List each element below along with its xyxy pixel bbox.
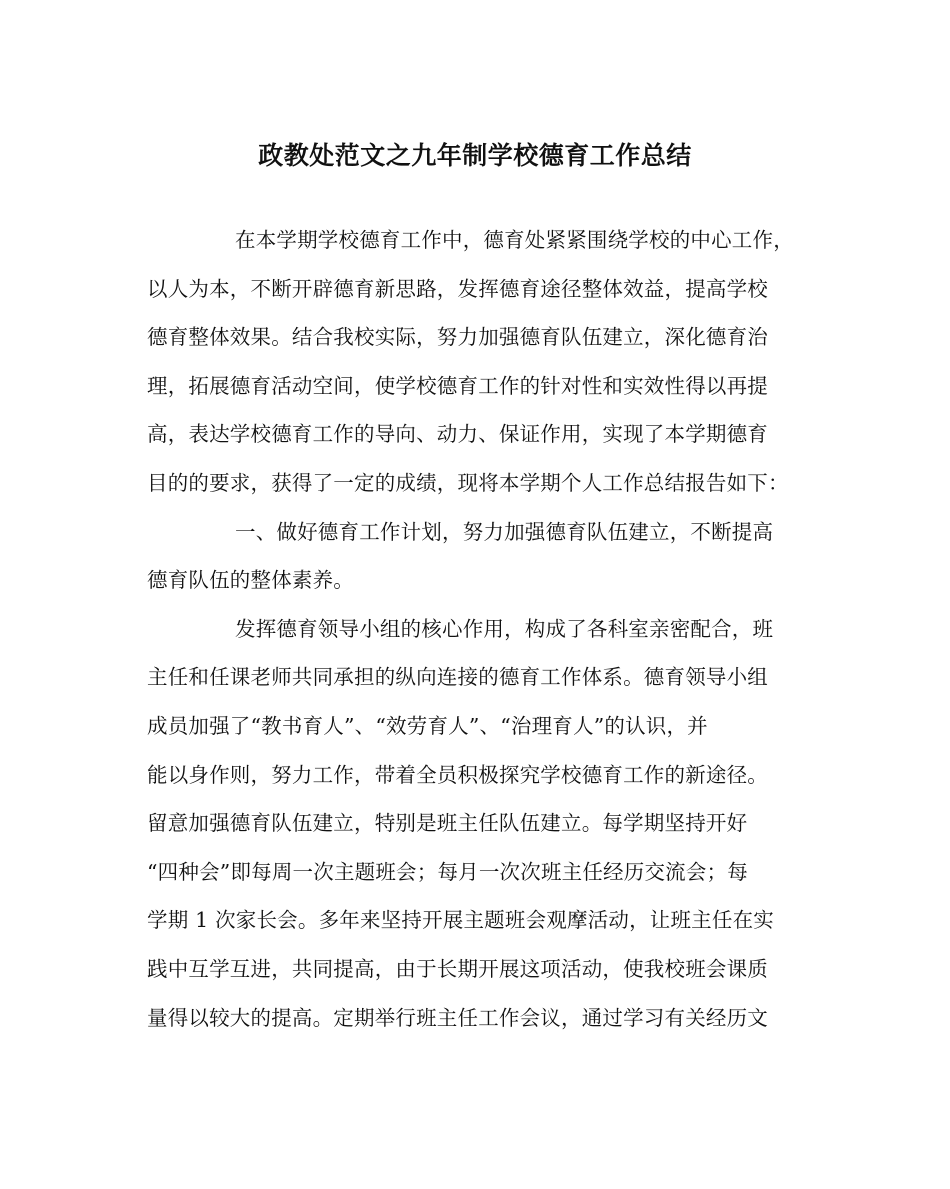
text-line: 德育整体效果。结合我校实际，努力加强德育队伍建立，深化德育治: [147, 325, 768, 350]
text-line: 目的的要求，获得了一定的成绩，现将本学期个人工作总结报告如下：: [147, 470, 789, 495]
text-line: “四种会”即每周一次主题班会；每月一次次班主任经历交流会；每: [147, 859, 748, 884]
text-line: 德育队伍的整体素养。: [147, 568, 354, 593]
text-line: 在本学期学校德育工作中，德育处紧紧围绕学校的中心工作，: [235, 228, 794, 252]
text-line: 留意加强德育队伍建立，特别是班主任队伍建立。每学期坚持开好: [147, 811, 748, 836]
text-line: 主任和任课老师共同承担的纵向连接的德育工作体系。德育领导小组: [147, 665, 768, 690]
text-line: 践中互学互进，共同提高，由于长期开展这项活动，使我校班会课质: [147, 956, 768, 981]
text-line: 发挥德育领导小组的核心作用，构成了各科室亲密配合，班: [235, 616, 774, 641]
paragraph-body: [147, 605, 807, 1042]
text-line: 成员加强了“教书育人”、“效劳育人”、“治理育人”的认识，并: [147, 713, 708, 738]
text-line: 理，拓展德育活动空间，使学校德育工作的针对性和实效性得以再提: [147, 373, 768, 398]
document-body: [147, 216, 807, 1042]
text-line: 以人为本，不断开辟德育新思路，发挥德育途径整体效益，提高学校: [147, 276, 768, 301]
paragraph-section-heading: [147, 508, 807, 605]
text-line: 量得以较大的提高。定期举行班主任工作会议，通过学习有关经历文: [147, 1005, 768, 1030]
text-line: 高，表达学校德育工作的导向、动力、保证作用，实现了本学期德育: [147, 422, 768, 447]
text-line: 能以身作则，努力工作，带着全员积极探究学校德育工作的新途径。: [147, 762, 768, 787]
document-title: 政教处范文之九年制学校德育工作总结: [258, 141, 692, 170]
text-line: 一、做好德育工作计划，努力加强德育队伍建立，不断提高: [235, 519, 774, 544]
text-line: 学期 1 次家长会。多年来坚持开展主题班会观摩活动，让班主任在实: [147, 908, 774, 933]
paragraph-intro: [147, 216, 807, 508]
